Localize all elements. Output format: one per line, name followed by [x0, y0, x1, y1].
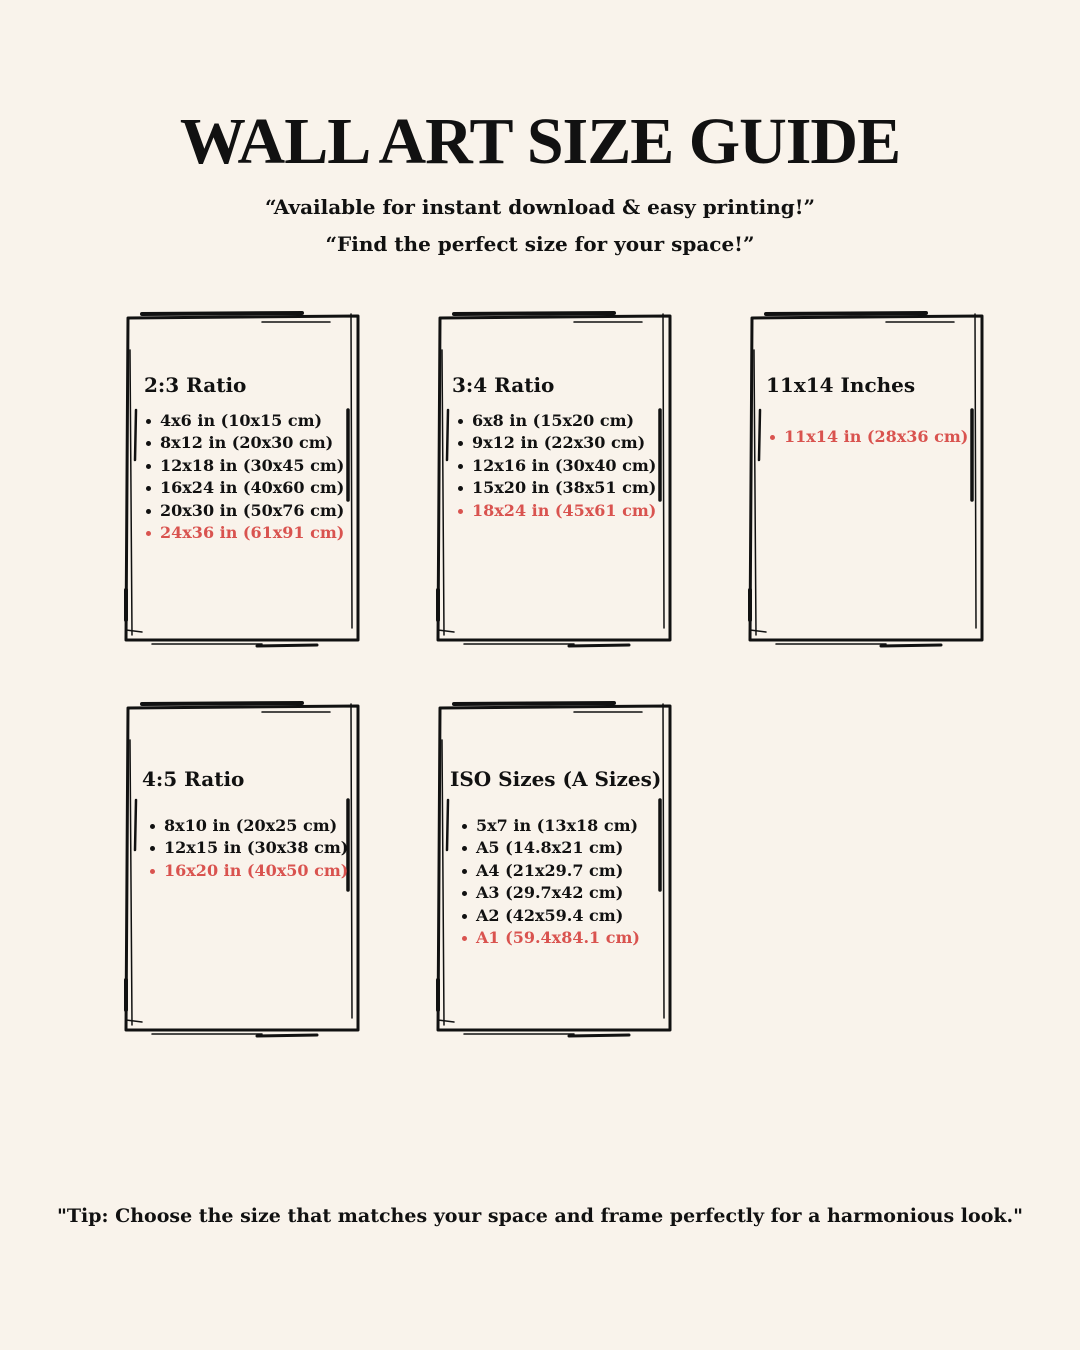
list-item: 12x16 in (30x40 cm)	[456, 455, 656, 477]
footer-tip: "Tip: Choose the size that matches your space and frame perfectly for a harmonious look."	[56, 1205, 1024, 1227]
list-item: 12x15 in (30x38 cm)	[148, 837, 348, 859]
list-item: A2 (42x59.4 cm)	[460, 905, 640, 927]
list-item-highlighted: 11x14 in (28x36 cm)	[768, 426, 968, 448]
list-item: 8x10 in (20x25 cm)	[148, 815, 348, 837]
card-title: ISO Sizes (A Sizes)	[450, 767, 662, 791]
size-list	[148, 815, 348, 882]
list-item: 6x8 in (15x20 cm)	[456, 410, 656, 432]
subtitle-download: “Available for instant download & easy printing!”	[264, 195, 816, 219]
list-item: 4x6 in (10x15 cm)	[144, 410, 344, 432]
list-item: 9x12 in (22x30 cm)	[456, 432, 656, 454]
list-item: 16x24 in (40x60 cm)	[144, 477, 344, 499]
list-item-highlighted: 18x24 in (45x61 cm)	[456, 500, 656, 522]
list-item: A3 (29.7x42 cm)	[460, 882, 640, 904]
size-card-11x14	[746, 310, 986, 650]
size-list	[460, 815, 640, 949]
list-item-highlighted: 24x36 in (61x91 cm)	[144, 522, 344, 544]
subtitle-space: “Find the perfect size for your space!”	[325, 232, 755, 256]
size-list	[144, 410, 344, 544]
list-item-highlighted: 16x20 in (40x50 cm)	[148, 860, 348, 882]
list-item-highlighted: A1 (59.4x84.1 cm)	[460, 927, 640, 949]
list-item: 5x7 in (13x18 cm)	[460, 815, 640, 837]
list-item: A4 (21x29.7 cm)	[460, 860, 640, 882]
list-item: A5 (14.8x21 cm)	[460, 837, 640, 859]
size-card-3-4	[434, 310, 674, 650]
card-title: 11x14 Inches	[766, 373, 916, 397]
size-card-4-5	[122, 700, 362, 1040]
list-item: 20x30 in (50x76 cm)	[144, 500, 344, 522]
size-card-2-3	[122, 310, 362, 650]
list-item: 12x18 in (30x45 cm)	[144, 455, 344, 477]
list-item: 15x20 in (38x51 cm)	[456, 477, 656, 499]
size-card-iso	[434, 700, 674, 1040]
size-list	[768, 426, 968, 448]
card-title: 3:4 Ratio	[452, 373, 555, 397]
card-title: 2:3 Ratio	[144, 373, 247, 397]
sketch-frame-icon	[746, 310, 986, 650]
card-title: 4:5 Ratio	[142, 767, 245, 791]
page-title: WALL ART SIZE GUIDE	[179, 105, 901, 178]
list-item: 8x12 in (20x30 cm)	[144, 432, 344, 454]
size-list	[456, 410, 656, 522]
